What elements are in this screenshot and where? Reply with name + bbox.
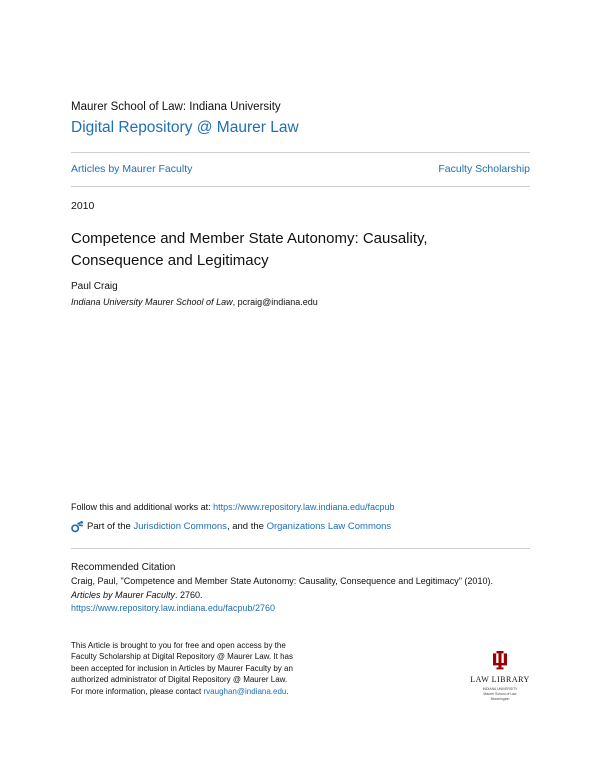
author-email: , pcraig@indiana.edu — [232, 297, 318, 307]
commons-network-icon — [71, 520, 84, 533]
citation-url-link[interactable]: https://www.repository.law.indiana.edu/facpub/2760 — [71, 603, 275, 613]
part-of-mid: , and the — [226, 521, 267, 532]
divider-top — [71, 152, 530, 153]
indiana-university-trident-icon — [460, 649, 540, 709]
citation-series-line — [71, 589, 541, 603]
articles-by-maurer-faculty-link[interactable]: Articles by Maurer Faculty — [71, 163, 193, 175]
part-of-prefix: Part of the — [87, 521, 134, 532]
divider-citation — [71, 548, 530, 549]
divider-nav — [71, 186, 530, 187]
part-of-line — [71, 520, 391, 533]
organizations-law-commons-link[interactable]: Organizations Law Commons — [266, 521, 392, 532]
logo-sub3: Bloomington — [490, 697, 510, 701]
access-notice — [71, 640, 299, 697]
faculty-scholarship-link[interactable]: Faculty Scholarship — [438, 163, 530, 175]
logo-sub1: INDIANA UNIVERSITY — [482, 687, 518, 691]
citation-number: . 2760. — [175, 589, 203, 600]
follow-line — [71, 502, 395, 512]
institution-name: Maurer School of Law: Indiana University — [71, 101, 281, 113]
author-affiliation — [71, 297, 318, 307]
notice-text: This Article is brought to you for free and open access by the Faculty Scholarship at Digital Repository @ Maurer Law. It has been accepted for inclusion in Articles by Maurer Faculty by an authorized administrator of Digital Repository @ Maurer Law. For more information, please contact — [71, 641, 293, 696]
citation-line: Craig, Paul, "Competence and Member State Autonomy: Causality, Consequence and Legitimacy" (2010). — [71, 576, 493, 586]
publication-year: 2010 — [71, 200, 95, 212]
affiliation-institution: Indiana University Maurer School of Law — [71, 297, 233, 307]
follow-url-link[interactable]: https://www.repository.law.indiana.edu/facpub — [213, 502, 395, 512]
logo-title: LAW LIBRARY — [470, 675, 530, 684]
follow-label: Follow this and additional works at: — [71, 502, 214, 512]
repository-link[interactable]: Digital Repository @ Maurer Law — [71, 119, 299, 136]
author-name: Paul Craig — [71, 281, 118, 292]
recommended-citation-heading: Recommended Citation — [71, 562, 176, 573]
contact-email-link[interactable]: rvaughan@indiana.edu — [203, 686, 287, 696]
notice-end: . — [286, 686, 289, 696]
logo-sub2: Maurer School of Law — [483, 692, 517, 696]
citation-block — [71, 575, 541, 616]
law-library-logo — [460, 649, 540, 709]
jurisdiction-commons-link[interactable]: Jurisdiction Commons — [133, 521, 227, 532]
citation-series: Articles by Maurer Faculty — [71, 589, 176, 600]
article-title: Competence and Member State Autonomy: Causality, Consequence and Legitimacy — [71, 230, 428, 269]
